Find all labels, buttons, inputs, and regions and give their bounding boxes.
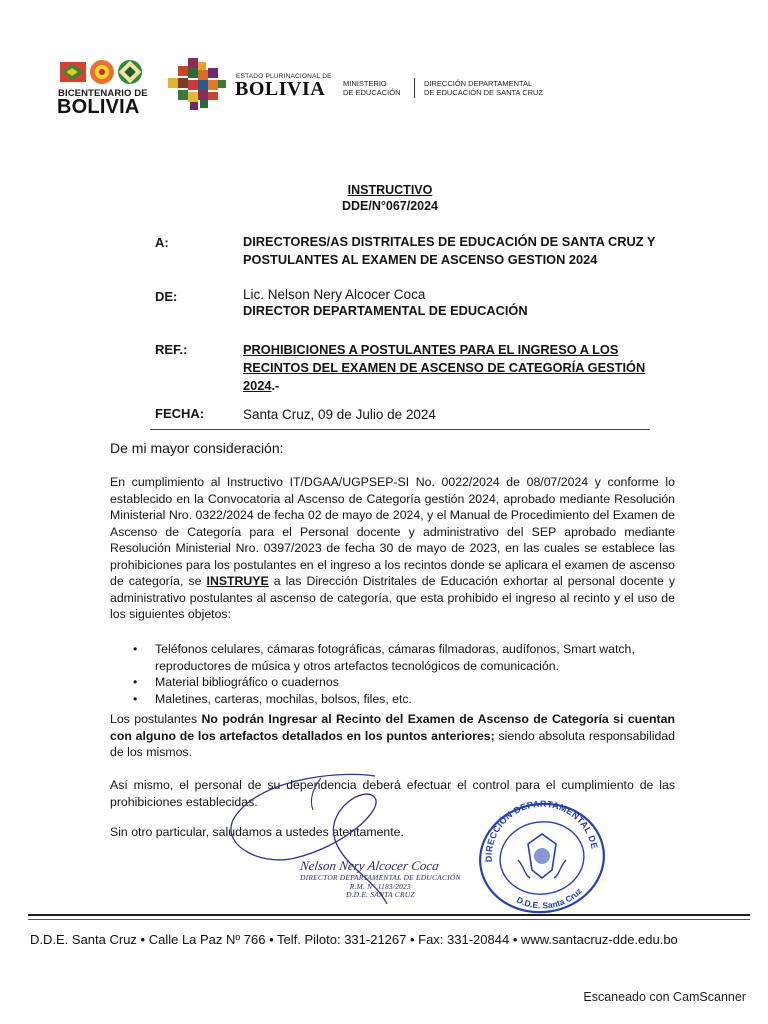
de-sender [243, 287, 528, 320]
stamp-ring-bottom: D.D.E. Santa Cruz [515, 885, 584, 911]
bicentenario-label: BICENTENARIO DE [58, 88, 148, 99]
bicentenario-logo [58, 58, 150, 86]
header-divider [414, 78, 415, 98]
list-item: • Maletines, carteras, mochilas, bolsos, files, etc. [133, 691, 673, 708]
ref-suffix: .- [271, 378, 280, 393]
document-title: INSTRUCTIVO [347, 183, 433, 197]
estado-plurinacional-label: ESTADO PLURINACIONAL DE [236, 73, 332, 80]
a-line1: DIRECTORES/AS DISTRITALES DE EDUCACIÓN DE SANTA CRUZ Y [243, 234, 656, 249]
closing-line: Sin otro particular, saludamos a ustedes atentamente. [110, 825, 404, 839]
de-name: Lic. Nelson Nery Alcocer Coca [243, 287, 426, 302]
greeting: De mi mayor consideración: [110, 440, 284, 456]
de-position: DIRECTOR DEPARTAMENTAL DE EDUCACIÓN [243, 303, 528, 318]
a-label: A: [155, 235, 169, 250]
de-label: DE: [155, 289, 178, 304]
prohibited-items-list [133, 641, 673, 707]
camscanner-watermark: Escaneado con CamScanner [583, 990, 746, 1004]
svg-text:D.D.E. Santa Cruz [515, 886, 584, 911]
official-stamp [474, 800, 610, 916]
signature-rm: R.M. N° 1183/2023 [349, 881, 411, 891]
header-rule [150, 429, 650, 430]
paragraph-2 [110, 711, 675, 761]
direccion-label [424, 79, 543, 97]
ref-label: REF.: [155, 342, 188, 357]
paragraph-2-lead: Los postulantes [110, 712, 202, 726]
direccion-line2: DE EDUCACIÓN DE SANTA CRUZ [424, 88, 544, 97]
ministerio-line2: DE EDUCACIÓN [343, 88, 401, 97]
stamp-ring-top: DIRECCIÓN DEPARTAMENTAL DE [483, 800, 600, 863]
bolivia-wordmark: BOLIVIA [235, 78, 326, 100]
footer-rule-thin [28, 919, 750, 920]
footer-rule-thick [28, 914, 750, 916]
a-recipients [243, 233, 655, 269]
paragraph-1 [110, 474, 675, 623]
list-item: • Material bibliográfico o cuadernos [133, 674, 673, 691]
paragraph-1-lead: En cumplimiento al Instructivo IT/DGAA/UGPSEP-SI No. 0022/2024 de 08/07/2024 y conforme lo establecido en la Convocatoria al Ascenso de Categoría gestión 2024, aprobado mediante Resolución Ministerial Nro. 0322/2024 de fecha 02 de mayo de 2024, y el Manual de Procedimiento del Examen de Ascenso de Categoría para el Personal docente y administrativo del SEP aprobado mediante Resolución Ministerial Nro. 0397/2023 de fecha 30 de mayo de 2023, en las cuales se establece las prohibiciones para los postulantes en el ingreso a los recintos donde se aplicara el examen de ascenso de categoría, se [110, 475, 675, 588]
signature-name: Nelson Nery Alcocer Coca [299, 858, 440, 873]
signature-office: D.D.E. SANTA CRUZ [345, 890, 415, 899]
estado-plurinacional-emblem [166, 58, 228, 112]
document-number: DDE/N°067/2024 [341, 199, 439, 213]
a-line2: POSTULANTES AL EXAMEN DE ASCENSO GESTION 2024 [243, 252, 598, 267]
paragraph-1-tail: a las Dirección Distritales de Educación exhortar al personal docente y administrativo postulantes al ascenso de categoría, que esta prohibido el ingreso al recinto y el uso de los siguientes objetos: [110, 574, 675, 621]
ref-line3 [243, 377, 645, 395]
ministerio-line1: MINISTERIO [343, 79, 387, 88]
paragraph-2-tail: siendo absoluta responsabilidad de los mismos. [110, 728, 675, 759]
fecha-label: FECHA: [155, 406, 205, 421]
paragraph-3: Así mismo, el personal de su dependencia deberá efectuar el control para el cumplimiento de las prohibiciones establecidas. [110, 778, 675, 809]
ref-line2: RECINTOS DEL EXAMEN DE ASCENSO DE CATEGORÍA GESTIÓN [243, 360, 646, 375]
paragraph-2-bold: No podrán Ingresar al Recinto del Examen de Ascenso de Categoría si cuentan con alguno de los artefactos detallados en los puntos anteriores; [110, 712, 675, 743]
bicentenario-bolivia-label: BOLIVIA [57, 96, 140, 118]
fecha-value: Santa Cruz, 09 de Julio de 2024 [243, 407, 436, 422]
instruye-keyword: INSTRUYE [206, 574, 269, 588]
list-item: • Teléfonos celulares, cámaras fotográficas, cámaras filmadoras, audífonos, Smart watch, reproductores de música y otros artefactos tecnológicos de comunicación. [133, 641, 673, 674]
footer-contact: D.D.E. Santa Cruz • Calle La Paz Nº 766 • Telf. Piloto: 331-21267 • Fax: 331-20844 • www.santacruz-dde.edu.bo [30, 932, 678, 947]
ref-line1: PROHIBICIONES A POSTULANTES PARA EL INGRESO A LOS [243, 342, 619, 357]
ref-year: 2024 [243, 378, 272, 393]
signature-seal [300, 858, 461, 900]
ref-subject [243, 341, 645, 395]
direccion-line1: DIRECCIÓN DEPARTAMENTAL [424, 79, 533, 88]
signature-position: DIRECTOR DEPARTAMENTAL DE EDUCACIÓN [300, 873, 461, 882]
ministerio-label [343, 79, 401, 97]
